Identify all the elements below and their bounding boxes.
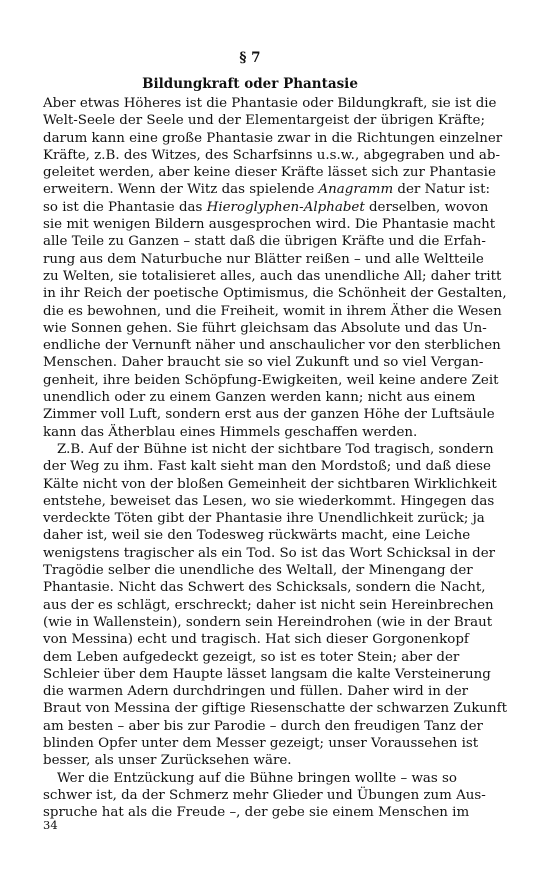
text-run: verdeckte Töten gibt der Phantasie ihre Unendlichkeit zurück; ja <box>43 511 485 527</box>
text-line <box>43 389 476 406</box>
paragraph <box>43 770 486 822</box>
body-text <box>43 95 508 821</box>
text-run: Welt-Seele der Seele und der Elementargeist der übrigen Kräfte; <box>43 113 485 129</box>
text-run: am besten – aber bis zur Parodie – durch den freudigen Tanz der <box>43 718 483 734</box>
text-line <box>43 354 484 371</box>
text-run: der Weg zu ihm. Fast kalt sieht man den Mordstoß; und daß diese <box>43 459 491 475</box>
text-line <box>43 268 502 285</box>
text-run: schwer ist, da der Schmerz mehr Glieder und Übungen zum Aus- <box>43 787 486 803</box>
text-run: so ist die Phantasie das <box>43 199 207 215</box>
text-run: kann das Ätherblau eines Himmels geschaffen werden. <box>43 424 418 440</box>
text-line <box>43 424 457 441</box>
text-line <box>43 666 491 683</box>
text-run: derselben, wovon <box>364 199 489 215</box>
text-run: Kräfte, z.B. des Witzes, des Scharfsinns u.s.w., abgegraben und ab- <box>43 147 500 163</box>
paragraph <box>43 441 508 770</box>
text-run: entstehe, beweiset das Lesen, wo sie wiederkommt. Hingegen das <box>43 493 495 509</box>
text-line <box>43 770 457 787</box>
text-run: die warmen Adern durchdringen und füllen. Daher wird in der <box>43 684 469 700</box>
text-line <box>43 441 494 458</box>
text-line <box>43 372 499 389</box>
text-line <box>43 493 495 510</box>
text-line <box>43 718 483 735</box>
text-run: besser, als unser Zurücksehen wäre. <box>43 753 292 769</box>
text-line <box>43 597 494 614</box>
text-line <box>43 130 503 147</box>
text-run: endliche der Vernunft näher und anschaulicher vor den sterblichen <box>43 338 501 354</box>
text-line <box>43 614 493 631</box>
text-run: Aber etwas Höheres ist die Phantasie oder Bildungkraft, sie ist die <box>43 96 497 111</box>
text-run: zu Welten, sie totalisieret alles, auch das unendliche All; daher tritt <box>43 268 502 284</box>
text-line <box>43 181 490 198</box>
text-line <box>43 95 497 112</box>
text-run: Schleier über dem Haupte lässet langsam die kalte Versteinerung <box>43 666 491 682</box>
text-line <box>43 510 485 527</box>
text-run: blinden Opfer unter dem Messer gezeigt; unser Voraussehen ist <box>43 735 479 751</box>
section-number: § 7 <box>239 50 261 66</box>
text-line <box>43 216 496 233</box>
text-line <box>43 683 469 700</box>
text-line <box>43 579 486 596</box>
text-line <box>43 112 485 129</box>
italic-term: Hieroglyphen-Alphabet <box>206 199 365 215</box>
text-run: alle Teile zu Ganzen – statt daß die übrigen Kräfte und die Erfah- <box>43 234 486 250</box>
text-run: erweitern. Wenn der Witz das spielende <box>43 182 319 198</box>
text-line <box>43 406 495 423</box>
text-line <box>43 233 486 250</box>
text-run: unendlich oder zu einem Ganzen werden kann; nicht aus einem <box>43 390 476 406</box>
text-run: Menschen. Daher braucht sie so viel Zukunft und so viel Vergan- <box>43 355 484 371</box>
section-title: Bildungkraft oder Phantasie <box>142 76 358 92</box>
text-run: Braut von Messina der giftige Riesenschatte der schwarzen Zukunft <box>43 701 508 717</box>
text-run: von Messina) echt und tragisch. Hat sich dieser Gorgonenkopf <box>43 632 469 648</box>
text-run: (wie in Wallenstein), sondern sein Hereindrohen (wie in der Braut <box>43 614 493 630</box>
text-run: Tragödie selber die unendliche des Weltall, der Minengang der <box>43 563 473 579</box>
text-line <box>43 562 473 579</box>
text-run: aus der es schlägt, erschreckt; daher ist nicht sein Hereinbrechen <box>43 597 494 613</box>
text-run: dem Leben aufgedeckt gezeigt, so ist es toter Stein; aber der <box>43 649 460 665</box>
text-line <box>43 631 469 648</box>
text-line <box>43 700 508 717</box>
text-line <box>43 476 497 493</box>
text-run: sie mit wenigen Bildern ausgesprochen wird. Die Phantasie macht <box>43 217 496 233</box>
text-line <box>43 199 489 216</box>
text-line <box>43 545 496 562</box>
text-run: wenigstens tragischer als ein Tod. So ist das Wort Schicksal in der <box>43 545 496 561</box>
text-run: darum kann eine große Phantasie zwar in die Richtungen einzelner <box>43 130 503 146</box>
text-line <box>43 458 491 475</box>
text-run: wie Sonnen gehen. Sie führt gleichsam das Absolute und das Un- <box>43 320 487 336</box>
text-line <box>43 337 501 354</box>
page-number: 34 <box>43 818 58 832</box>
text-run: der Natur ist: <box>393 182 490 198</box>
text-line <box>43 164 496 181</box>
book-page <box>43 0 508 880</box>
text-run: spruche hat als die Freude –, der gebe sie einem Menschen im <box>43 805 470 821</box>
text-line <box>43 735 479 752</box>
text-run: rung aus dem Naturbuche nur Blätter reißen – und alle Weltteile <box>43 251 484 267</box>
text-run: geleitet werden, aber keine dieser Kräfte lässet sich zur Phantasie <box>43 165 496 181</box>
text-line <box>43 752 457 769</box>
text-line <box>43 303 502 320</box>
text-line <box>43 787 486 804</box>
text-run: Kälte nicht von der bloßen Gemeinheit der sichtbaren Wirklichkeit <box>43 476 497 492</box>
text-run: in ihr Reich der poetische Optimismus, die Schönheit der Gestalten, <box>43 286 507 302</box>
text-run: Wer die Entzückung auf die Bühne bringen wollte – was so <box>57 770 457 786</box>
text-line <box>43 320 487 337</box>
paragraph <box>43 95 507 441</box>
text-line <box>43 251 484 268</box>
text-run: die es bewohnen, und die Freiheit, womit in ihrem Äther die Wesen <box>43 303 502 319</box>
text-run: Z.B. Auf der Bühne ist nicht der sichtbare Tod tragisch, sondern <box>57 441 494 457</box>
text-run: Phantasie. Nicht das Schwert des Schicksals, sondern die Nacht, <box>43 580 486 596</box>
text-line <box>43 285 507 302</box>
text-run: daher ist, weil sie den Todesweg rückwärts macht, eine Leiche <box>43 528 471 544</box>
text-line <box>43 649 460 666</box>
italic-term: Anagramm <box>318 182 394 198</box>
text-line <box>43 804 470 821</box>
text-run: genheit, ihre beiden Schöpfung-Ewigkeiten, weil keine andere Zeit <box>43 372 499 388</box>
text-line <box>43 527 471 544</box>
text-line <box>43 147 500 164</box>
text-run: Zimmer voll Luft, sondern erst aus der ganzen Höhe der Luftsäule <box>43 407 495 423</box>
